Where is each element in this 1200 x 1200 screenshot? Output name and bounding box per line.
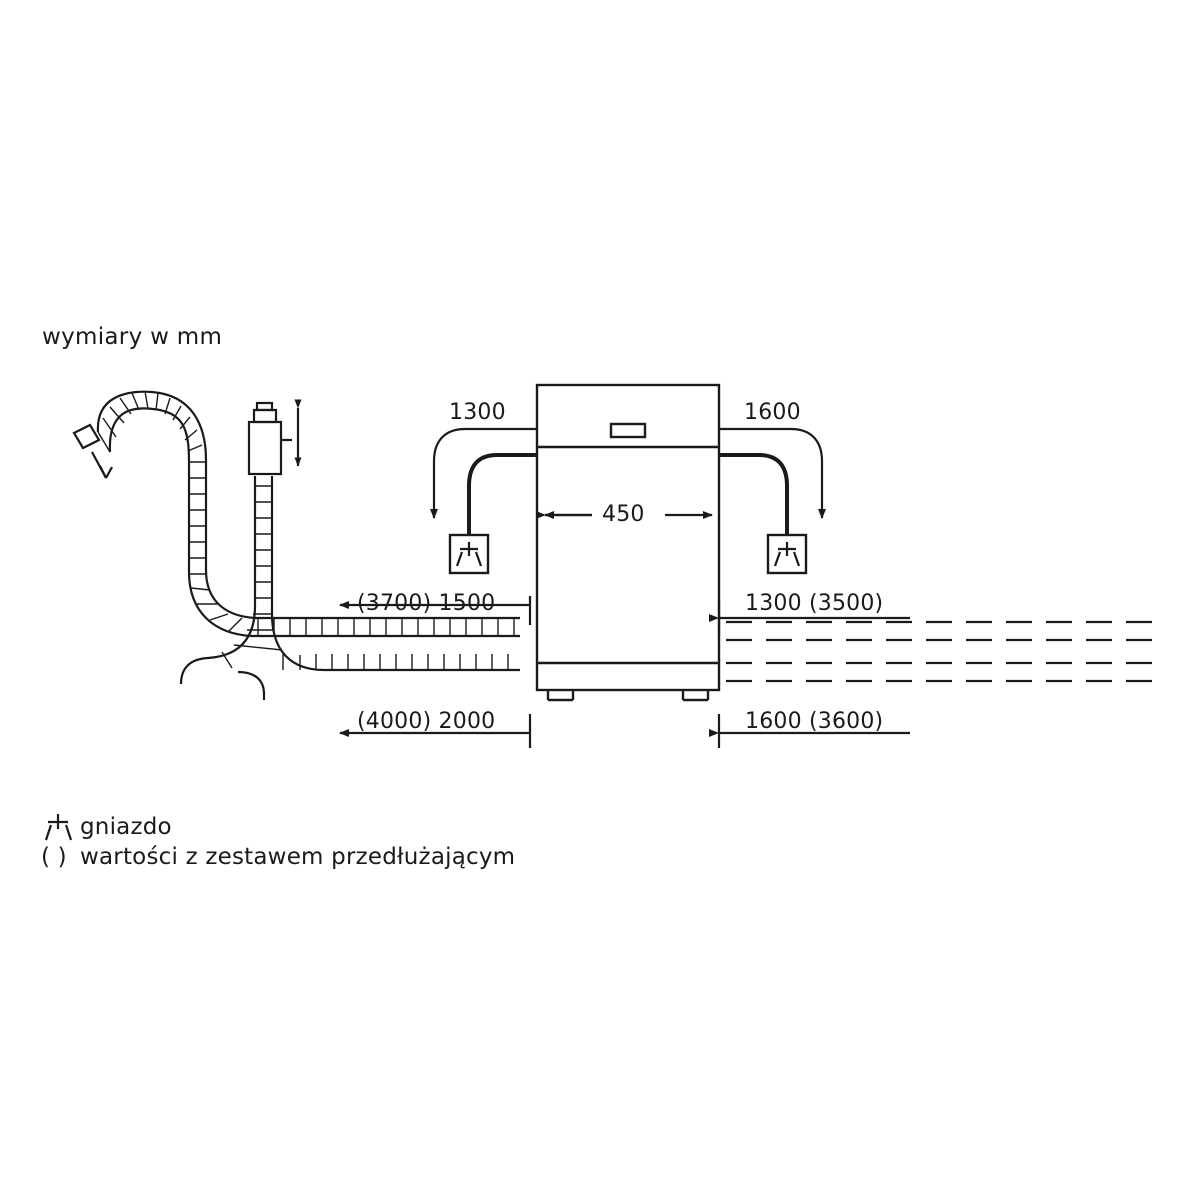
hose-tap-connector bbox=[74, 425, 112, 478]
dimension-left-lower-run-label: (4000) 2000 bbox=[357, 709, 496, 734]
dimension-left-socket-drop-label: 1300 bbox=[449, 400, 506, 425]
legend-parentheses-icon: ( ) bbox=[41, 844, 67, 870]
appliance-outline bbox=[537, 385, 719, 700]
dimension-right-socket-drop-label: 1600 bbox=[744, 400, 801, 425]
appliance-display-detail bbox=[611, 424, 645, 437]
dimension-left-upper-run-label: (3700) 1500 bbox=[357, 591, 496, 616]
header-note: wymiary w mm bbox=[42, 324, 223, 350]
right-service-lines bbox=[726, 622, 1156, 681]
dimension-right-socket-drop-leader bbox=[719, 429, 822, 518]
left-power-cord bbox=[469, 455, 537, 535]
aquastop-valve bbox=[249, 403, 292, 474]
dimension-appliance-width-label: 450 bbox=[602, 502, 645, 527]
dimension-right-lower-run-label: 1600 (3600) bbox=[745, 709, 884, 734]
left-socket-symbol bbox=[450, 535, 488, 573]
legend-socket-icon bbox=[46, 814, 71, 840]
drain-hose-ribs bbox=[222, 486, 508, 670]
legend-extension-label: wartości z zestawem przedłużającym bbox=[80, 844, 516, 870]
legend-socket-label: gniazdo bbox=[80, 814, 172, 840]
dimension-right-upper-run-label: 1300 (3500) bbox=[745, 591, 884, 616]
right-power-cord bbox=[719, 455, 787, 535]
right-socket-symbol bbox=[768, 535, 806, 573]
dimension-left-socket-drop-leader bbox=[434, 429, 537, 518]
